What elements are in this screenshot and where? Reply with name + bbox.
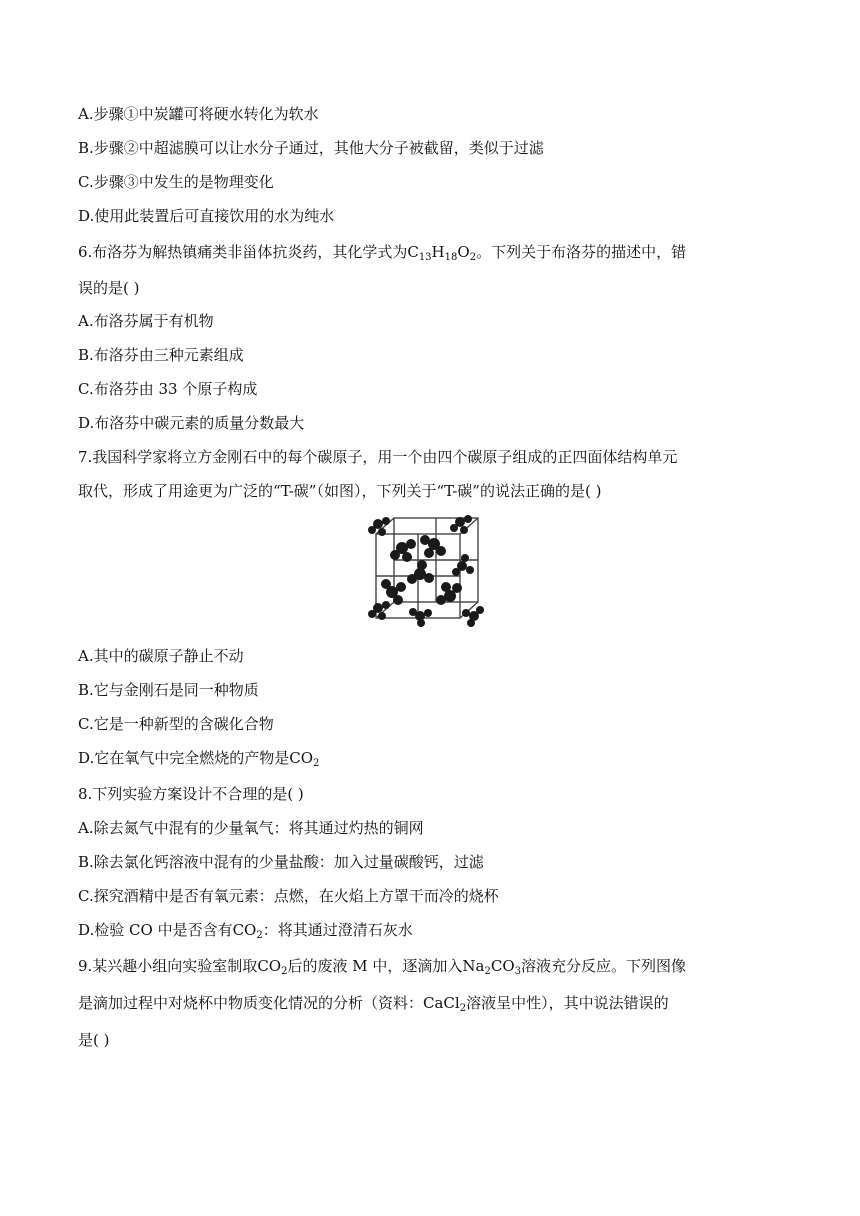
q6-option-a: A.布洛芬属于有机物 xyxy=(78,312,214,330)
tetrahedron-cluster xyxy=(368,517,390,536)
q6-stem-line2: 误的是( ) xyxy=(78,279,140,297)
sodium-carbonate-formula: $Na_2CO_3$ xyxy=(462,957,521,977)
q6-stem-post: 。下列关于布洛芬的描述中，错 xyxy=(476,243,687,261)
q5-option-d: D.使用此装置后可直接饮用的水为纯水 xyxy=(78,207,335,225)
q8-option-a: A.除去氮气中混有的少量氧气：将其通过灼热的铜网 xyxy=(78,819,424,837)
co2-formula: $CO_2$ xyxy=(232,921,263,941)
q7-option-d: D.它在氧气中完全燃烧的产物是$CO_2$ xyxy=(78,749,320,769)
q7-option-b: B.它与金刚石是同一种物质 xyxy=(78,681,259,699)
calcium-chloride-formula: CaCl$_2$ xyxy=(423,994,467,1014)
q5-option-c: C.步骤③中发生的是物理变化 xyxy=(78,173,274,191)
q7-stem-line1: 7.我国科学家将立方金刚石中的每个碳原子，用一个由四个碳原子组成的正四面体结构单元 xyxy=(78,448,678,466)
q9-stem-line1: 9.某兴趣小组向实验室制取$CO_2$后的废液 M 中，逐滴加入$Na_2CO_3$溶液充分反应。下列图像 xyxy=(78,957,687,977)
q6-option-b: B.布洛芬由三种元素组成 xyxy=(78,346,244,364)
q6-option-d: D.布洛芬中碳元素的质量分数最大 xyxy=(78,414,305,432)
co2-formula: $CO_2$ xyxy=(289,749,320,769)
q6-option-c: C.布洛芬由 33 个原子构成 xyxy=(78,380,258,398)
q6-stem-pre: 6.布洛芬为解热镇痛类非甾体抗炎药，其化学式为 xyxy=(78,243,408,261)
q7-option-c: C.它是一种新型的含碳化合物 xyxy=(78,715,274,733)
q9-stem-line3: 是( ) xyxy=(78,1031,110,1049)
q8-option-c: C.探究酒精中是否有氧元素：点燃，在火焰上方罩干而冷的烧杯 xyxy=(78,887,499,905)
q5-option-a: A.步骤①中炭罐可将硬水转化为软水 xyxy=(78,105,319,123)
q7-option-a: A.其中的碳原子静止不动 xyxy=(78,647,244,665)
t-carbon-structure-figure xyxy=(362,508,490,634)
q8-stem: 8.下列实验方案设计不合理的是( ) xyxy=(78,785,304,803)
ibuprofen-formula: $C_{13}H_{18}O_2$ xyxy=(407,243,477,263)
q9-stem-line2: 是滴加过程中对烧杯中物质变化情况的分析（资料：CaCl$_2$溶液呈中性），其中说法错误的 xyxy=(78,994,669,1014)
q6-stem-line1 xyxy=(78,242,774,262)
q5-option-b: B.步骤②中超滤膜可以让水分子通过，其他大分子被截留，类似于过滤 xyxy=(78,139,544,157)
co2-formula: $CO_2$ xyxy=(257,957,288,977)
q8-option-b: B.除去氯化钙溶液中混有的少量盐酸：加入过量碳酸钙，过滤 xyxy=(78,853,484,871)
q8-option-d: D.检验 CO 中是否含有$CO_2$：将其通过澄清石灰水 xyxy=(78,921,413,941)
q7-stem-line2: 取代，形成了用途更为广泛的“T-碳”（如图），下列关于“T-碳”的说法正确的是( ) xyxy=(78,482,602,500)
